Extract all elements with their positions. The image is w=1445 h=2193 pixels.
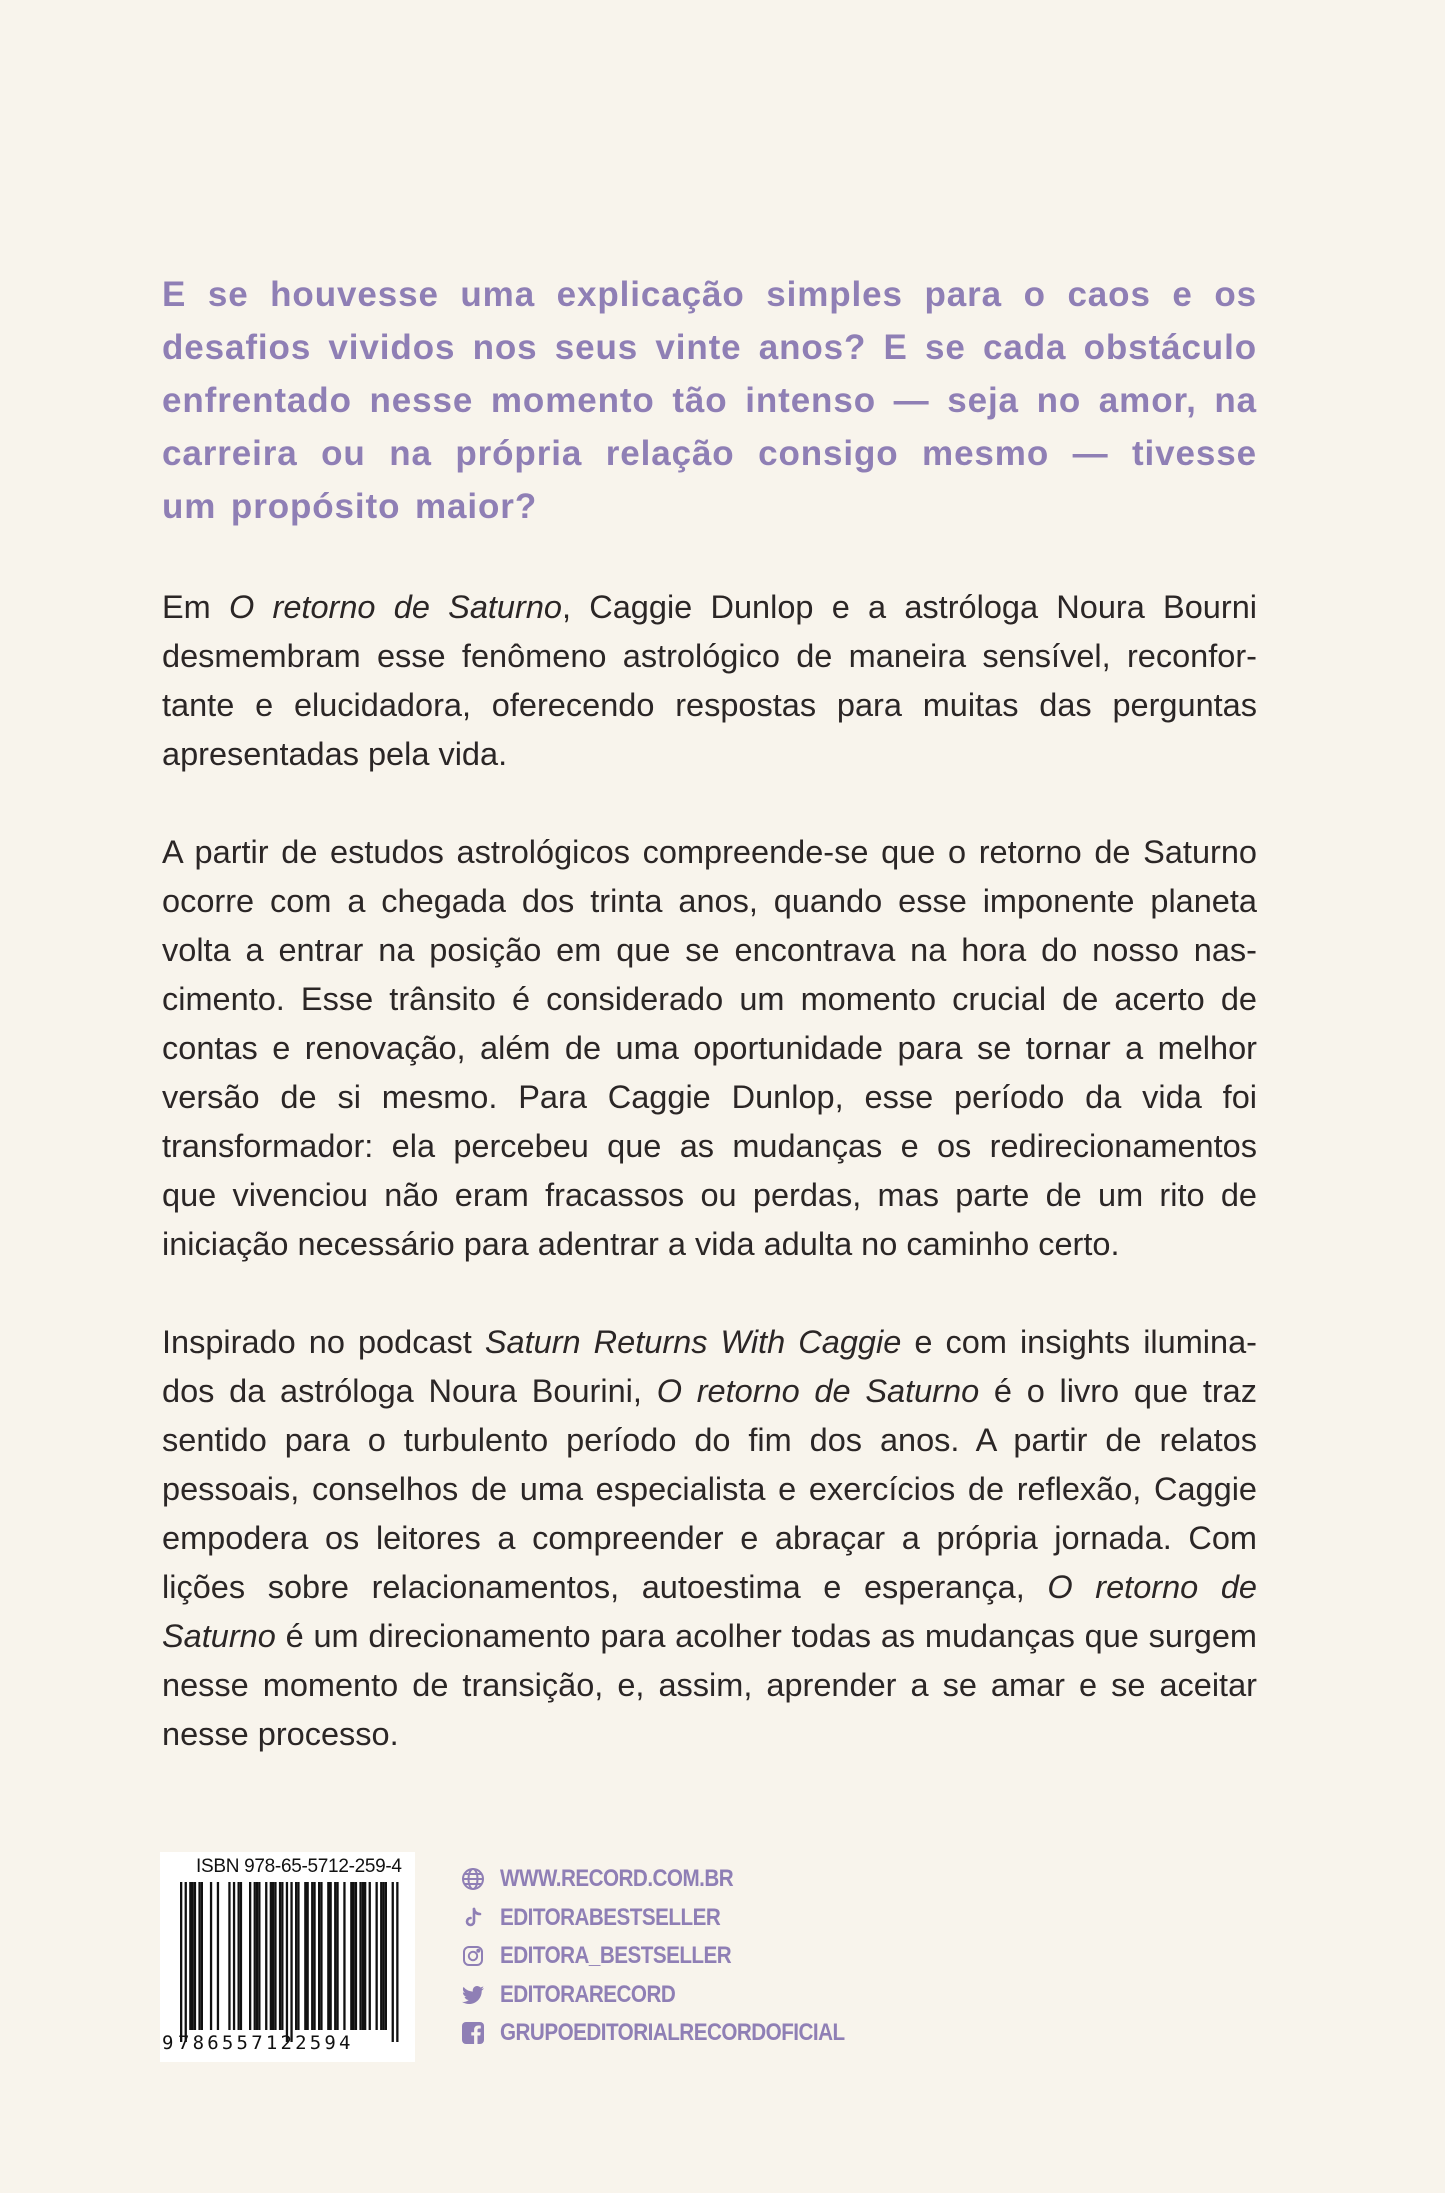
barcode-bar <box>254 1882 256 2030</box>
facebook-icon <box>460 2020 486 2046</box>
barcode-bar <box>304 1882 306 2030</box>
text-line: pessoais, conselhos de uma especialista e exercícios de reflexão, Caggie <box>162 1471 1257 1507</box>
barcode-bar <box>364 1882 366 2030</box>
text-line: que vivenciou não eram fracassos ou perdas, mas parte de um rito de <box>162 1177 1257 1213</box>
barcode-bar <box>362 1882 364 2030</box>
link-label: EDITORA_BESTSELLER <box>500 1942 732 1970</box>
text-line: Em O retorno de Saturno, Caggie Dunlop e a astróloga Noura Bourni <box>162 589 1257 625</box>
book-title: O retorno de <box>1047 1569 1257 1605</box>
barcode-bar <box>201 1882 203 2030</box>
text-line: sentido para o turbulento período do fim dos anos. A partir de relatos <box>162 1422 1257 1458</box>
book-title: Saturno <box>162 1618 276 1654</box>
lead-line: E se houvesse uma explicação simples para o caos e os <box>162 275 1257 314</box>
barcode-bar <box>192 1882 194 2030</box>
text-line: iniciação necessário para adentrar a vida adulta no caminho certo. <box>162 1226 1120 1262</box>
link-website[interactable] <box>460 1860 901 1899</box>
barcode-bar <box>228 1882 230 2030</box>
barcode-bar <box>295 1882 297 2030</box>
barcode-bar <box>380 1882 382 2030</box>
text-line: contas e renovação, além de uma oportunidade para se tornar a melhor <box>162 1030 1257 1066</box>
instagram-icon <box>460 1943 486 1969</box>
barcode-bar <box>318 1882 320 2030</box>
barcode-bar <box>185 1882 187 2042</box>
barcode-bar <box>297 1882 299 2030</box>
barcode-bar <box>210 1882 212 2030</box>
twitter-icon <box>460 1982 486 2008</box>
isbn-label: ISBN 978-65-5712-259-4 <box>196 1856 402 1877</box>
barcode-bar <box>392 1882 394 2042</box>
barcode-bar <box>189 1882 191 2030</box>
book-title: O retorno de Saturno <box>656 1373 980 1409</box>
text-line: apresentadas pela vida. <box>162 736 508 772</box>
link-facebook[interactable] <box>460 2014 901 2053</box>
text-line: empodera os leitores a compreender e abraçar a própria jornada. Com <box>162 1520 1257 1556</box>
barcode-bar <box>343 1882 345 2030</box>
barcode-bar <box>279 1882 281 2030</box>
podcast-title: Saturn Returns With Caggie <box>484 1324 902 1360</box>
barcode-bar <box>313 1882 315 2030</box>
text-line: Saturno é um direcionamento para acolher todas as mudanças que surgem <box>162 1618 1257 1654</box>
barcode-bar <box>369 1882 371 2030</box>
text-line: volta a entrar na posição em que se encontrava na hora do nosso nas- <box>162 932 1257 968</box>
publisher-links <box>460 1860 901 2053</box>
barcode-bar <box>240 1882 242 2030</box>
barcode-bar <box>180 1882 182 2042</box>
paragraph-podcast <box>162 1318 1257 1759</box>
isbn-first-digit: 9 <box>162 2032 174 2054</box>
lead-line: um propósito maior? <box>162 487 538 526</box>
isbn-barcode <box>160 1852 415 2062</box>
text-line: ocorre com a chegada dos trinta anos, quando esse imponente planeta <box>162 883 1257 919</box>
barcode-bar <box>238 1882 240 2030</box>
barcode-bar <box>265 1882 267 2030</box>
barcode-bar <box>385 1882 387 2030</box>
text-line: nesse processo. <box>162 1716 399 1752</box>
text-line: versão de si mesmo. Para Caggie Dunlop, esse período da vida foi <box>162 1079 1257 1115</box>
link-tiktok[interactable] <box>460 1899 901 1938</box>
text-line: dos da astróloga Noura Bourini, O retorno de Saturno é o livro que traz <box>162 1373 1258 1409</box>
paragraph-intro <box>162 583 1257 779</box>
barcode-bar <box>249 1882 251 2030</box>
text-line: tante e elucidadora, oferecendo respostas para muitas das perguntas <box>162 687 1257 723</box>
link-label: EDITORABESTSELLER <box>500 1903 721 1931</box>
tiktok-icon <box>460 1905 486 1931</box>
barcode-bar <box>272 1882 274 2030</box>
barcode-bar <box>286 1882 288 2042</box>
paragraph-saturn-return <box>162 828 1257 1269</box>
barcode-bar <box>376 1882 378 2030</box>
barcode-bar <box>311 1882 313 2030</box>
text-line: cimento. Esse trânsito é considerado um momento crucial de acerto de <box>162 981 1257 1017</box>
text-line: transformador: ela percebeu que as mudanças e os redirecionamentos <box>162 1128 1257 1164</box>
barcode-bar <box>355 1882 357 2030</box>
link-label: WWW.RECORD.COM.BR <box>500 1865 734 1893</box>
isbn-digits: 786557122594 <box>178 2032 354 2054</box>
barcode-bar <box>382 1882 384 2030</box>
barcode-bar <box>396 1882 398 2042</box>
link-twitter[interactable] <box>460 1976 901 2015</box>
text-line: A partir de estudos astrológicos compreende-se que o retorno de Saturno <box>162 834 1257 870</box>
barcode-bar <box>233 1882 235 2030</box>
lead-question <box>162 268 1257 533</box>
barcode-bar <box>353 1882 355 2030</box>
barcode-bar <box>256 1882 258 2030</box>
barcode-bar <box>281 1882 283 2030</box>
lead-line: carreira ou na própria relação consigo mesmo — tivesse <box>162 434 1257 473</box>
link-label: EDITORARECORD <box>500 1980 676 2008</box>
barcode-bar <box>327 1882 329 2030</box>
barcode-bar <box>198 1882 200 2030</box>
text-line: lições sobre relacionamentos, autoestima e esperança, O retorno de <box>162 1569 1257 1605</box>
barcode-icon <box>160 1852 415 2062</box>
lead-line: enfrentado nesse momento tão intenso — seja no amor, na <box>162 381 1257 420</box>
barcode-bar <box>194 1882 196 2030</box>
barcode-bar <box>270 1882 272 2030</box>
barcode-bar <box>320 1882 322 2030</box>
globe-icon <box>460 1866 486 1892</box>
text-line: Inspirado no podcast Saturn Returns With Caggie e com insights ilumina- <box>162 1324 1257 1360</box>
barcode-bar <box>307 1882 309 2030</box>
barcode-bar <box>330 1882 332 2030</box>
barcode-bar <box>217 1882 219 2030</box>
link-label: GRUPOEDITORIALRECORDOFICIAL <box>500 2019 845 2047</box>
barcode-bar <box>350 1882 352 2030</box>
barcode-bar <box>359 1882 361 2030</box>
barcode-bar <box>274 1882 276 2030</box>
link-instagram[interactable] <box>460 1937 901 1976</box>
barcode-bar <box>334 1882 336 2030</box>
barcode-bar <box>290 1882 292 2042</box>
book-title: O retorno de Saturno <box>229 589 562 625</box>
text-line: nesse momento de transição, e, assim, aprender a se amar e se aceitar <box>162 1667 1257 1703</box>
text-line: desmembram esse fenômeno astrológico de maneira sensível, reconfor- <box>162 638 1257 674</box>
barcode-bar <box>258 1882 260 2030</box>
lead-line: desafios vividos nos seus vinte anos? E se cada obstáculo <box>162 328 1257 367</box>
barcode-bar <box>336 1882 338 2030</box>
